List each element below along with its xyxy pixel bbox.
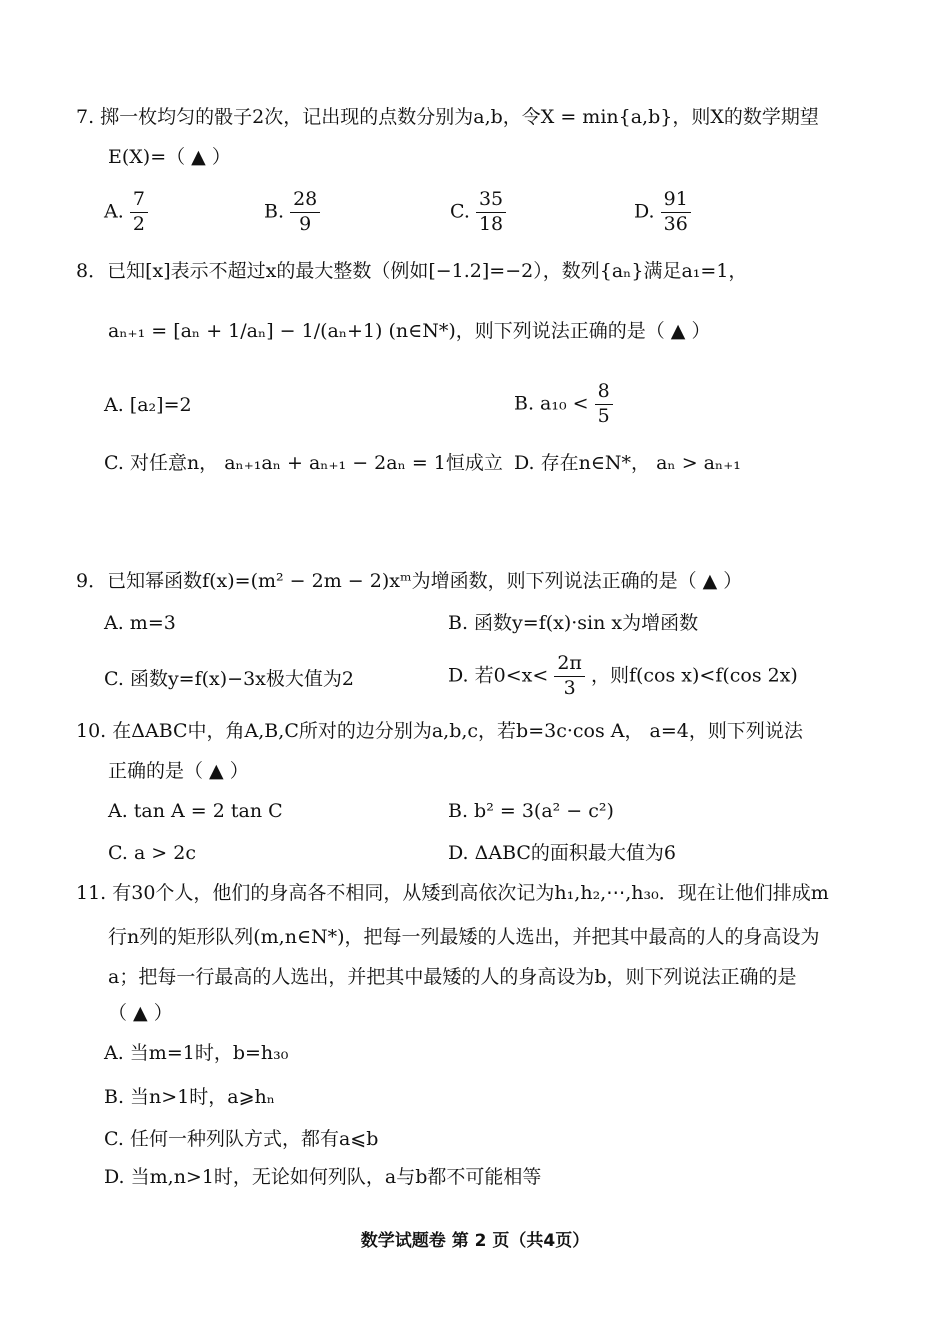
fraction: $\frac{8}{5}$ xyxy=(595,382,613,427)
q11-option-b: B. 当n>1时，a⩾hₙ xyxy=(104,1086,275,1108)
q10-line1: 10. 在ΔABC中，角A,B,C所对的边分别为a,b,c，若b=3c·cos A， a=4，则下列说法 xyxy=(76,720,803,742)
q8-option-b: B. a₁₀ < $\frac{8}{5}$ xyxy=(514,382,613,427)
fraction: $\frac{35}{18}$ xyxy=(476,190,506,235)
q8-line1: 8．已知[x]表示不超过x的最大整数（例如[−1.2]=−2），数列{aₙ}满足a₁=1， xyxy=(76,260,748,282)
q8-option-a: A. [a₂]=2 xyxy=(104,394,192,416)
q9-option-c: C. 函数y=f(x)−3x极大值为2 xyxy=(104,668,354,690)
q11-line3: a；把每一行最高的人选出，并把其中最矮的人的身高设为b，则下列说法正确的是 xyxy=(108,966,797,988)
q7-line1: 7. 掷一枚均匀的骰子2次，记出现的点数分别为a,b，令X = min{a,b}，则X的数学期望 xyxy=(76,106,819,128)
q7-option-c: C. $\frac{35}{18}$ xyxy=(450,190,506,235)
page-footer: 数学试题卷 第 2 页（共4页） xyxy=(360,1231,590,1251)
q10-line2: 正确的是（ ▲ ） xyxy=(108,760,249,782)
q8-option-c: C. 对任意n， aₙ₊₁aₙ + aₙ₊₁ − 2aₙ = 1恒成立 xyxy=(104,452,503,474)
q11-line2: 行n列的矩形队列(m,n∈N*)，把每一列最矮的人选出，并把其中最高的人的身高设为 xyxy=(108,926,820,948)
fraction: $\frac{2\pi}{3}$ xyxy=(554,654,585,699)
q11-option-d: D. 当m,n>1时，无论如何列队，a与b都不可能相等 xyxy=(104,1166,542,1188)
q10-option-d: D. ΔABC的面积最大值为6 xyxy=(448,842,677,864)
fraction: $\frac{91}{36}$ xyxy=(661,190,691,235)
q9-option-b: B. 函数y=f(x)·sin x为增函数 xyxy=(448,612,699,634)
q7-option-d: D. $\frac{91}{36}$ xyxy=(634,190,691,235)
q7-option-b: B. $\frac{28}{9}$ xyxy=(264,190,320,235)
q7-option-a: A. $\frac{7}{2}$ xyxy=(104,190,148,235)
q7-line2: E(X)=（ ▲ ） xyxy=(108,146,231,168)
q11-line1: 11. 有30个人，他们的身高各不相同，从矮到高依次记为h₁,h₂,⋯,h₃₀．现在让他们排成m xyxy=(76,882,829,904)
fraction: $\frac{28}{9}$ xyxy=(290,190,320,235)
q8-line2: aₙ₊₁ = [aₙ + 1/aₙ] − 1/(aₙ+1) (n∈N*)，则下列说法正确的是（ ▲ ） xyxy=(108,320,711,342)
q10-option-c: C. a > 2c xyxy=(108,842,196,864)
q11-option-c: C. 任何一种列队方式，都有a⩽b xyxy=(104,1128,379,1150)
q10-option-b: B. b² = 3(a² − c²) xyxy=(448,800,614,822)
q8-option-d: D. 存在n∈N*， aₙ > aₙ₊₁ xyxy=(514,452,741,474)
q9-option-a: A. m=3 xyxy=(104,612,176,634)
fraction: $\frac{7}{2}$ xyxy=(130,190,148,235)
q9-option-d: D. 若0<x< $\frac{2\pi}{3}$ ，则f(cos x)<f(cos 2x) xyxy=(448,652,798,699)
q9-line1: 9．已知幂函数f(x)=(m² − 2m − 2)xᵐ为增函数，则下列说法正确的是（ ▲ ） xyxy=(76,570,743,592)
q10-option-a: A. tan A = 2 tan C xyxy=(108,800,283,822)
q11-line4: （ ▲ ） xyxy=(108,1002,173,1024)
q11-option-a: A. 当m=1时，b=h₃₀ xyxy=(104,1042,289,1064)
